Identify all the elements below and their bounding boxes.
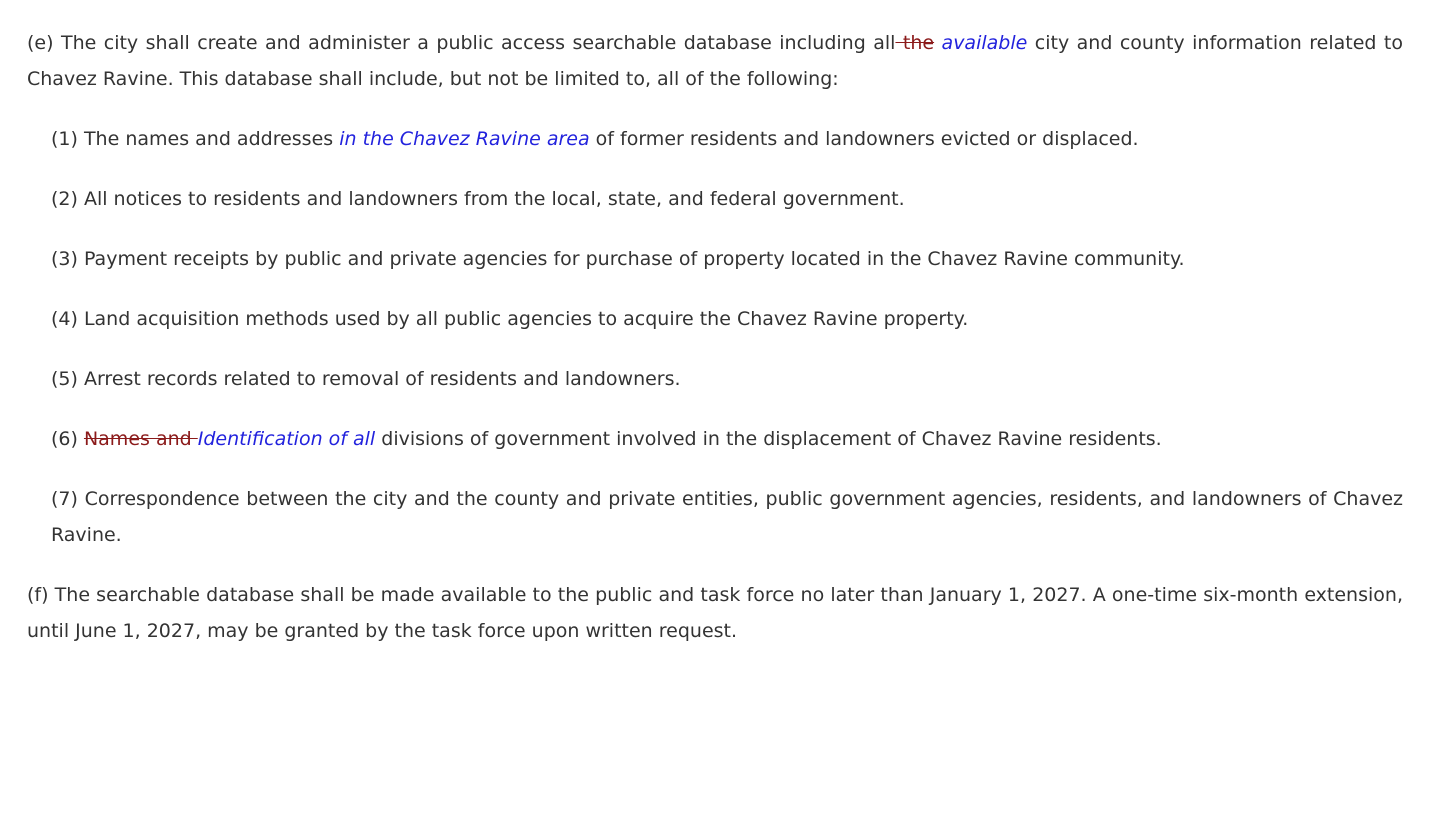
inserted-text: Identification of all bbox=[197, 428, 376, 450]
paragraph-4 bbox=[51, 301, 1403, 337]
text-run: of former residents and landowners evicted or displaced. bbox=[589, 128, 1139, 150]
text-run: divisions of government involved in the displacement of Chavez Ravine residents. bbox=[375, 428, 1162, 450]
text-run: (1) The names and addresses bbox=[51, 128, 340, 150]
text-run: city and county information related to Chavez Ravine. This database shall include, but not be limited to, all of the following: bbox=[27, 32, 1403, 90]
inserted-text: in the Chavez Ravine area bbox=[339, 128, 590, 150]
paragraph-f bbox=[27, 577, 1403, 649]
text-run: (4) Land acquisition methods used by all public agencies to acquire the Chavez Ravine property. bbox=[51, 308, 969, 330]
text-run: (3) Payment receipts by public and private agencies for purchase of property located in the Chavez Ravine community. bbox=[51, 248, 1185, 270]
text-run: (f) The searchable database shall be made available to the public and task force no later than January 1, 2027. A one-time six-month extension, until June 1, 2027, may be granted by the task force upon written request. bbox=[27, 584, 1403, 642]
paragraph-7 bbox=[51, 481, 1403, 553]
inserted-text: available bbox=[941, 32, 1028, 54]
deleted-text: Names and bbox=[83, 428, 198, 450]
text-run: (e) The city shall create and administer a public access searchable database including all bbox=[27, 32, 896, 54]
paragraph-2 bbox=[51, 181, 1403, 217]
paragraph-5 bbox=[51, 361, 1403, 397]
paragraph-6 bbox=[51, 421, 1403, 457]
text-run: (5) Arrest records related to removal of residents and landowners. bbox=[51, 368, 681, 390]
text-run: (7) Correspondence between the city and the county and private entities, public government agencies, residents, and landowners of Chavez Ravine. bbox=[51, 488, 1403, 546]
deleted-text: the bbox=[895, 32, 935, 54]
paragraph-e bbox=[27, 25, 1403, 97]
text-run: (2) All notices to residents and landowners from the local, state, and federal government. bbox=[51, 188, 905, 210]
paragraph-3 bbox=[51, 241, 1403, 277]
text-run bbox=[934, 32, 941, 54]
paragraph-1 bbox=[51, 121, 1403, 157]
text-run: (6) bbox=[51, 428, 84, 450]
